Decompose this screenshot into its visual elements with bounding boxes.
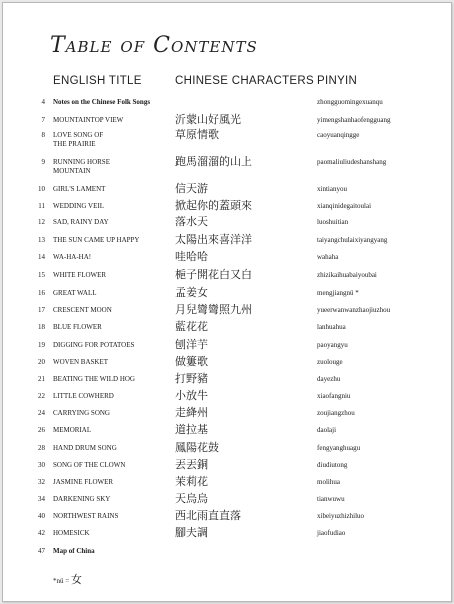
chinese-characters: 掀起你的蓋頭來	[175, 199, 252, 212]
chinese-characters: 落水天	[175, 215, 208, 228]
page-number: 15	[38, 271, 45, 279]
document-page	[2, 2, 452, 602]
pinyin: mengjiangnü *	[317, 289, 359, 297]
page-number: 21	[38, 375, 45, 383]
english-title: RUNNING HORSE MOUNTAIN	[53, 158, 110, 175]
pinyin: taiyangchulaixiyangyang	[317, 236, 388, 244]
page-number: 47	[38, 547, 45, 555]
chinese-characters: 天烏烏	[175, 492, 208, 505]
pinyin: luoshuitian	[317, 218, 349, 226]
pinyin: fengyanghuagu	[317, 444, 361, 452]
pinyin: yimengshanhaofengguang	[317, 116, 391, 124]
footnote	[53, 571, 82, 587]
page-number: 8	[41, 131, 45, 139]
page-number: 4	[41, 98, 45, 106]
chinese-characters: 茉莉花	[175, 475, 208, 488]
footnote-text: *nü =	[53, 577, 71, 585]
english-title: GREAT WALL	[53, 289, 97, 297]
english-title: Map of China	[53, 547, 95, 555]
page-number: 24	[38, 409, 45, 417]
page-title: Table of Contents	[50, 33, 258, 58]
footnote-character: 女	[70, 573, 82, 586]
english-title: DIGGING FOR POTATOES	[53, 341, 135, 349]
pinyin: xintianyou	[317, 185, 347, 193]
pinyin: yueerwanwanzhaojiuzhou	[317, 306, 391, 314]
english-title: HOMESICK	[53, 529, 90, 537]
chinese-characters: 西北雨直直落	[175, 509, 241, 522]
chinese-characters: 鳳陽花鼓	[175, 441, 219, 454]
chinese-characters: 腳夫調	[175, 526, 208, 539]
header-chinese-characters: CHINESE CHARACTERS	[175, 75, 314, 87]
pinyin: xianqinidegaitoulai	[317, 202, 372, 210]
chinese-characters: 太陽出來喜洋洋	[175, 233, 252, 246]
pinyin: paomaliuliudeshanshang	[317, 158, 387, 166]
page-number: 32	[38, 478, 45, 486]
pinyin: paoyangyu	[317, 341, 348, 349]
page-number: 12	[38, 218, 45, 226]
chinese-characters: 梔子開花白又白	[175, 268, 252, 281]
page-number: 11	[38, 202, 45, 210]
chinese-characters: 孟姜女	[175, 286, 208, 299]
english-title: CRESCENT MOON	[53, 306, 112, 314]
page-number: 16	[38, 289, 45, 297]
chinese-characters: 道拉基	[175, 423, 208, 436]
pinyin: zhongguomingexuanqu	[317, 98, 383, 106]
chinese-characters: 丟丟銅	[175, 458, 208, 471]
page-number: 14	[38, 253, 45, 261]
english-title: WHITE FLOWER	[53, 271, 107, 279]
english-title: SONG OF THE CLOWN	[53, 461, 126, 469]
chinese-characters: 哇哈哈	[175, 250, 208, 263]
page-number: 9	[41, 158, 45, 166]
pinyin: zuolouge	[317, 358, 343, 366]
page-number: 30	[38, 461, 45, 469]
pinyin: zoujiangzhou	[317, 409, 355, 417]
pinyin: caoyuanqingge	[317, 131, 360, 139]
pinyin: xibeiyuzhizhiluo	[317, 512, 365, 520]
pinyin: tianwuwu	[317, 495, 345, 503]
english-title: LOVE SONG OF THE PRAIRIE	[53, 131, 104, 148]
page-number: 22	[38, 392, 45, 400]
header-pinyin: PINYIN	[317, 75, 358, 87]
page-number: 13	[38, 236, 45, 244]
english-title: MOUNTAINTOP VIEW	[53, 116, 124, 124]
english-title: CARRYING SONG	[53, 409, 110, 417]
chinese-characters: 走絳州	[175, 406, 208, 419]
english-title: GIRL'S LAMENT	[53, 185, 106, 193]
page-number: 20	[38, 358, 45, 366]
english-title: NORTHWEST RAINS	[53, 512, 119, 520]
english-title: WOVEN BASKET	[53, 358, 109, 366]
page-number: 7	[41, 116, 45, 124]
english-title: WEDDING VEIL	[53, 202, 104, 210]
english-title: HAND DRUM SONG	[53, 444, 117, 452]
chinese-characters: 打野豬	[175, 372, 208, 385]
chinese-characters: 沂蒙山好風光	[175, 113, 241, 126]
pinyin: zhizikaihuabaiyoubai	[317, 271, 377, 279]
page-number: 18	[38, 323, 45, 331]
pinyin: diudiutong	[317, 461, 348, 469]
chinese-characters: 藍花花	[175, 320, 208, 333]
english-title: JASMINE FLOWER	[53, 478, 114, 486]
pinyin: lanhuahua	[317, 323, 346, 331]
english-title: BEATING THE WILD HOG	[53, 375, 135, 383]
page-number: 28	[38, 444, 45, 452]
chinese-characters: 跑馬溜溜的山上	[175, 155, 252, 168]
page-number: 42	[38, 529, 45, 537]
pinyin: xiaofangniu	[317, 392, 351, 400]
chinese-characters: 刨洋芋	[175, 338, 208, 351]
english-title: LITTLE COWHERD	[53, 392, 114, 400]
page-number: 26	[38, 426, 45, 434]
page-number: 10	[38, 185, 45, 193]
header-english-title: ENGLISH TITLE	[53, 75, 142, 87]
pinyin: dayezhu	[317, 375, 341, 383]
chinese-characters: 做簍歌	[175, 355, 208, 368]
english-title: DARKENING SKY	[53, 495, 111, 503]
chinese-characters: 信天游	[175, 182, 208, 195]
page-number: 40	[38, 512, 45, 520]
chinese-characters: 小放牛	[175, 389, 208, 402]
page-number: 34	[38, 495, 45, 503]
page-number: 17	[38, 306, 45, 314]
chinese-characters: 草原情歌	[175, 128, 219, 141]
english-title: Notes on the Chinese Folk Songs	[53, 98, 151, 106]
chinese-characters: 月兒彎彎照九州	[175, 303, 252, 316]
english-title: MEMORIAL	[53, 426, 92, 434]
english-title: SAD, RAINY DAY	[53, 218, 109, 226]
pinyin: wahaha	[317, 253, 339, 261]
pinyin: jiaofudiao	[317, 529, 346, 537]
pinyin: molihua	[317, 478, 340, 486]
english-title: BLUE FLOWER	[53, 323, 102, 331]
english-title: WA-HA-HA!	[53, 253, 92, 261]
page-number: 19	[38, 341, 45, 349]
pinyin: daolaji	[317, 426, 337, 434]
english-title: THE SUN CAME UP HAPPY	[53, 236, 140, 244]
